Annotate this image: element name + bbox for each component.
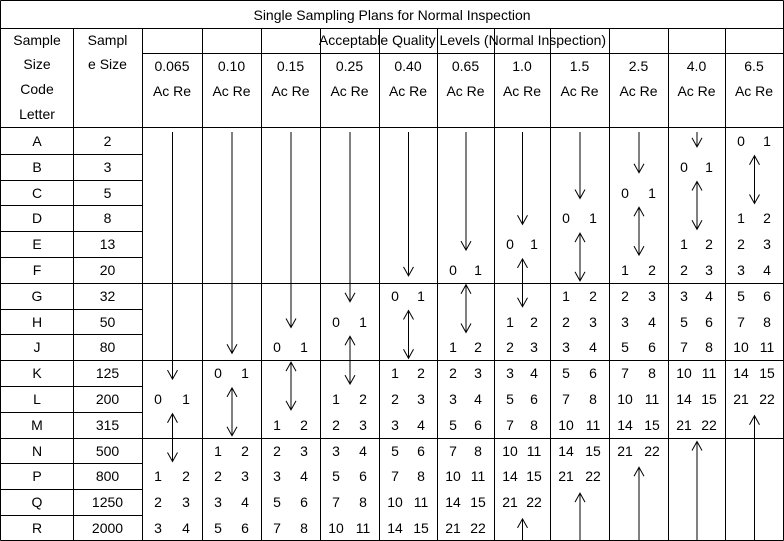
code-letter: P	[32, 468, 42, 485]
accept-number: 7	[621, 365, 629, 382]
reject-number: 15	[701, 390, 717, 407]
reject-number: 4	[648, 313, 656, 330]
sample-size: 32	[99, 287, 116, 304]
aql-level-label: 0.40	[394, 58, 422, 74]
accept-number: 21	[445, 519, 461, 536]
accept-number: 5	[273, 494, 281, 511]
accept-number: 21	[558, 468, 574, 485]
reject-number: 11	[526, 442, 542, 459]
ac-re-label: Ac Re	[152, 83, 192, 99]
accept-number: 1	[506, 313, 514, 330]
reject-number: 15	[585, 442, 601, 459]
reject-number: 1	[359, 313, 367, 330]
accept-number: 10	[445, 468, 461, 485]
accept-number: 2	[154, 494, 162, 511]
table-title: Single Sampling Plans for Normal Inspection	[253, 7, 531, 23]
reject-number: 11	[644, 390, 660, 407]
sample-size: 2000	[91, 519, 124, 536]
accept-number: 21	[617, 442, 633, 459]
reject-number: 4	[763, 261, 771, 278]
accept-number: 5	[506, 390, 514, 407]
reject-number: 4	[705, 287, 713, 304]
code-letter: D	[31, 210, 43, 227]
accept-number: 1	[562, 287, 570, 304]
code-letter: L	[33, 390, 41, 407]
accept-number: 3	[214, 494, 222, 511]
reject-number: 3	[300, 442, 308, 459]
reject-number: 3	[474, 365, 482, 382]
reject-number: 8	[474, 442, 482, 459]
sample-size: 8	[103, 210, 112, 227]
accept-number: 10	[387, 494, 403, 511]
reject-number: 2	[359, 390, 367, 407]
accept-number: 3	[154, 519, 162, 536]
reject-number: 6	[241, 519, 249, 536]
reject-number: 4	[182, 519, 190, 536]
reject-number: 4	[417, 416, 425, 433]
reject-number: 2	[182, 468, 190, 485]
sample-size: 50	[99, 313, 116, 330]
reject-number: 22	[701, 416, 717, 433]
accept-number: 2	[621, 287, 629, 304]
sample-size: 125	[95, 365, 120, 382]
reject-number: 6	[417, 442, 425, 459]
accept-number: 7	[332, 494, 340, 511]
ac-re-label: Ac Re	[502, 83, 542, 99]
accept-number: 14	[445, 494, 461, 511]
reject-number: 15	[759, 365, 775, 382]
sample-size: 500	[95, 442, 120, 459]
reject-number: 2	[241, 442, 249, 459]
accept-number: 0	[621, 184, 629, 201]
accept-number: 5	[449, 416, 457, 433]
accept-number: 3	[332, 442, 340, 459]
accept-number: 1	[154, 468, 162, 485]
accept-number: 3	[391, 416, 399, 433]
reject-number: 8	[589, 390, 597, 407]
reject-number: 22	[585, 468, 601, 485]
reject-number: 3	[648, 287, 656, 304]
ac-re-label: Ac Re	[677, 83, 716, 99]
reject-number: 11	[701, 365, 717, 382]
reject-number: 6	[474, 416, 482, 433]
reject-number: 3	[530, 339, 538, 356]
reject-number: 15	[413, 519, 429, 536]
reject-number: 11	[413, 494, 429, 511]
reject-number: 6	[705, 313, 713, 330]
reject-number: 1	[763, 132, 771, 149]
reject-number: 6	[530, 390, 538, 407]
accept-number: 2	[562, 313, 570, 330]
accept-number: 10	[617, 390, 633, 407]
reject-number: 3	[763, 236, 771, 253]
accept-number: 1	[621, 261, 629, 278]
reject-number: 2	[417, 365, 425, 382]
accept-number: 14	[387, 519, 403, 536]
aql-level-label: 1.5	[569, 58, 590, 74]
reject-number: 1	[589, 210, 597, 227]
reject-number: 2	[474, 339, 482, 356]
reject-number: 2	[300, 416, 308, 433]
reject-number: 2	[705, 236, 713, 253]
accept-number: 5	[621, 339, 629, 356]
accept-number: 0	[273, 339, 281, 356]
ac-re-label: Ac Re	[388, 83, 428, 99]
code-letter: E	[32, 236, 42, 253]
sample-size: 200	[95, 390, 120, 407]
reject-number: 3	[417, 390, 425, 407]
accept-number: 7	[391, 468, 399, 485]
reject-number: 3	[589, 313, 597, 330]
sample-size-header-line: Sampl	[87, 32, 128, 48]
reject-number: 11	[759, 339, 775, 356]
accept-number: 21	[733, 390, 749, 407]
code-letter: G	[31, 287, 43, 304]
code-letter-header-line: Sample	[13, 32, 61, 48]
accept-number: 0	[506, 236, 514, 253]
accept-number: 7	[680, 339, 688, 356]
accept-number: 21	[676, 416, 692, 433]
aql-level-label: 0.15	[276, 58, 305, 74]
accept-number: 2	[737, 236, 745, 253]
accept-number: 0	[680, 158, 688, 175]
accept-number: 1	[273, 416, 281, 433]
reject-number: 6	[763, 287, 771, 304]
reject-number: 2	[648, 261, 656, 278]
sample-size: 800	[95, 468, 120, 485]
aql-level-label: 0.10	[217, 58, 246, 74]
accept-number: 3	[273, 468, 281, 485]
accept-number: 2	[214, 468, 222, 485]
accept-number: 7	[737, 313, 745, 330]
reject-number: 8	[763, 313, 771, 330]
accept-number: 0	[332, 313, 340, 330]
ac-re-label: Ac Re	[734, 83, 774, 99]
code-letter-header-line: Code	[20, 81, 54, 97]
reject-number: 4	[589, 339, 597, 356]
aql-group-title: Acceptable Quality Levels (Normal Inspection)	[318, 32, 607, 48]
reject-number: 3	[241, 468, 249, 485]
accept-number: 21	[502, 494, 518, 511]
reject-number: 15	[470, 494, 486, 511]
reject-number: 11	[355, 519, 371, 536]
aql-level-label: 0.065	[154, 58, 190, 74]
accept-number: 10	[733, 339, 749, 356]
code-letter: A	[32, 132, 42, 149]
ac-re-label: Ac Re	[212, 83, 251, 99]
reject-number: 3	[705, 261, 713, 278]
reject-number: 22	[759, 390, 775, 407]
reject-number: 11	[470, 468, 486, 485]
sample-size: 80	[99, 339, 116, 356]
accept-number: 2	[680, 261, 688, 278]
reject-number: 15	[526, 468, 542, 485]
accept-number: 5	[737, 287, 745, 304]
accept-number: 3	[449, 390, 457, 407]
accept-number: 10	[328, 519, 344, 536]
sample-size: 20	[99, 261, 116, 278]
accept-number: 2	[332, 416, 340, 433]
code-letter: Q	[31, 494, 43, 511]
accept-number: 2	[506, 339, 514, 356]
accept-number: 1	[391, 365, 399, 382]
accept-number: 5	[562, 365, 570, 382]
reject-number: 2	[530, 313, 538, 330]
accept-number: 3	[506, 365, 514, 382]
reject-number: 1	[474, 261, 482, 278]
accept-number: 14	[676, 390, 692, 407]
reject-number: 22	[470, 519, 486, 536]
accept-number: 10	[676, 365, 692, 382]
ac-re-label: Ac Re	[446, 83, 485, 99]
sample-size: 1250	[91, 494, 124, 511]
reject-number: 4	[530, 365, 538, 382]
aql-level-label: 0.25	[335, 58, 364, 74]
accept-number: 0	[154, 390, 162, 407]
code-letter: N	[31, 442, 43, 459]
accept-number: 14	[502, 468, 518, 485]
accept-number: 1	[214, 442, 222, 459]
reject-number: 2	[763, 210, 771, 227]
code-letter-header-line: Size	[23, 56, 51, 72]
ac-re-label: Ac Re	[271, 83, 310, 99]
sample-size: 2	[103, 132, 112, 149]
accept-number: 3	[562, 339, 570, 356]
accept-number: 3	[621, 313, 629, 330]
reject-number: 8	[530, 416, 538, 433]
accept-number: 1	[737, 210, 745, 227]
reject-number: 4	[359, 442, 367, 459]
code-letter: C	[31, 184, 43, 201]
ac-re-label: Ac Re	[619, 83, 658, 99]
code-letter: H	[31, 313, 43, 330]
sample-size: 3	[103, 158, 112, 175]
accept-number: 0	[449, 261, 457, 278]
accept-number: 2	[449, 365, 457, 382]
accept-number: 0	[562, 210, 570, 227]
accept-number: 7	[449, 442, 457, 459]
reject-number: 1	[241, 365, 249, 382]
code-letter: K	[32, 365, 42, 382]
reject-number: 1	[300, 339, 308, 356]
accept-number: 0	[391, 287, 399, 304]
code-letter: B	[32, 158, 42, 175]
reject-number: 1	[648, 184, 656, 201]
accept-number: 7	[506, 416, 514, 433]
reject-number: 8	[300, 519, 308, 536]
code-letter: F	[32, 261, 42, 278]
aql-level-label: 0.65	[451, 58, 480, 74]
reject-number: 1	[182, 390, 190, 407]
reject-number: 6	[589, 365, 597, 382]
accept-number: 0	[737, 132, 745, 149]
aql-level-label: 1.0	[512, 58, 532, 74]
ac-re-label: Ac Re	[560, 83, 599, 99]
accept-number: 3	[680, 287, 688, 304]
accept-number: 5	[391, 442, 399, 459]
sample-size: 5	[103, 184, 112, 201]
reject-number: 8	[359, 494, 367, 511]
reject-number: 8	[417, 468, 425, 485]
accept-number: 1	[332, 390, 340, 407]
reject-number: 3	[182, 494, 190, 511]
reject-number: 11	[585, 416, 601, 433]
accept-number: 0	[214, 365, 222, 382]
reject-number: 4	[241, 494, 249, 511]
reject-number: 22	[644, 442, 660, 459]
reject-number: 22	[526, 494, 542, 511]
accept-number: 3	[737, 261, 745, 278]
code-letter: R	[31, 519, 43, 536]
accept-number: 2	[391, 390, 399, 407]
code-letter-header-line: Letter	[19, 106, 55, 122]
reject-number: 4	[300, 468, 308, 485]
reject-number: 1	[530, 236, 538, 253]
accept-number: 5	[680, 313, 688, 330]
reject-number: 8	[705, 339, 713, 356]
reject-number: 8	[648, 365, 656, 382]
accept-number: 5	[214, 519, 222, 536]
aql-level-label: 4.0	[686, 58, 707, 74]
code-letter: M	[31, 416, 43, 433]
sample-size: 315	[95, 416, 120, 433]
reject-number: 15	[644, 416, 660, 433]
aql-level-label: 6.5	[744, 58, 764, 74]
reject-number: 4	[474, 390, 482, 407]
accept-number: 5	[332, 468, 340, 485]
accept-number: 10	[558, 416, 574, 433]
accept-number: 1	[680, 236, 688, 253]
accept-number: 14	[733, 365, 749, 382]
sample-size: 13	[99, 236, 116, 253]
reject-number: 1	[705, 158, 713, 175]
reject-number: 2	[589, 287, 597, 304]
accept-number: 7	[562, 390, 570, 407]
sample-size-header-line: e Size	[88, 56, 127, 72]
accept-number: 10	[502, 442, 518, 459]
accept-number: 14	[558, 442, 574, 459]
reject-number: 6	[359, 468, 367, 485]
reject-number: 1	[417, 287, 425, 304]
reject-number: 6	[300, 494, 308, 511]
accept-number: 7	[273, 519, 281, 536]
code-letter: J	[33, 339, 41, 356]
ac-re-label: Ac Re	[330, 83, 369, 99]
accept-number: 2	[273, 442, 281, 459]
aql-level-label: 2.5	[628, 58, 649, 74]
accept-number: 14	[617, 416, 633, 433]
reject-number: 6	[648, 339, 656, 356]
accept-number: 1	[449, 339, 457, 356]
reject-number: 3	[359, 416, 367, 433]
